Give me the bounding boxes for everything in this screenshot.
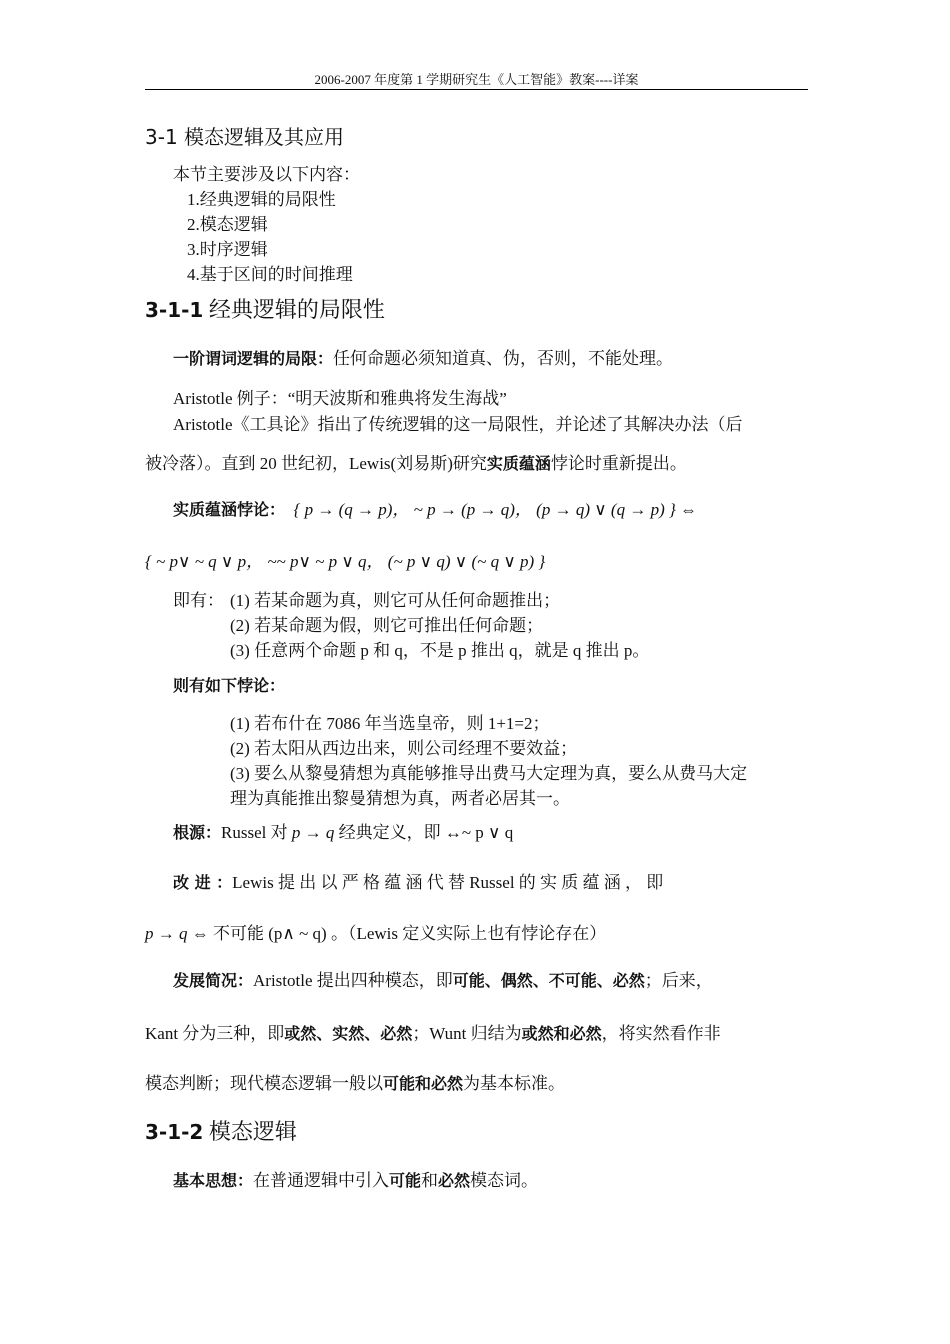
dev-label: 发展简况： (173, 971, 254, 990)
dev-line1-b: ；后来， (644, 971, 713, 990)
dev-line1-a: Aristotle 提出四种模态，即 (253, 971, 453, 990)
paradox-example-2: (2) 若太阳从西边出来，则公司经理不要效益； (230, 739, 578, 758)
toc-item-1: 1.经典逻辑的局限性 (187, 190, 336, 209)
subsection-1-heading (145, 293, 385, 324)
basic-text-c: 模态词。 (470, 1171, 539, 1190)
improvement-line-1 (173, 871, 805, 895)
dev-line2-a: Kant 分为三种，即 (145, 1024, 285, 1043)
section-title: 3-1 模态逻辑及其应用 (145, 125, 345, 149)
improve-text-2: 不可能 (p∧ ~ q) 。（Lewis 定义实际上也有悖论存在） (208, 924, 607, 943)
basic-bold-1: 可能 (389, 1171, 422, 1190)
subsection-1-number: 3-1-1 (145, 298, 204, 322)
subsection-1-title: 经典逻辑的局限性 (203, 297, 385, 322)
root-formula: p → q (291, 823, 335, 842)
organon-text-b: 悖论时重新提出。 (550, 454, 687, 473)
root-label: 根源： (173, 823, 222, 842)
aristotle-example: Aristotle 例子：“明天波斯和雅典将发生海战” (173, 389, 507, 408)
improve-text-1: Lewis 提 出 以 严 格 蕴 涵 代 替 Russel 的 实 质 蕴 涵 ， 即 (232, 873, 664, 892)
fol-limit-text: 任何命题必须知道真、伪，否则，不能处理。 (333, 349, 674, 368)
organon-text-a: 被冷落）。直到 20 世纪初，Lewis(刘易斯)研究 (145, 454, 487, 473)
development-line-1 (173, 969, 713, 993)
then-paradox-label: 则有如下悖论： (173, 676, 286, 695)
toc-item-2: 2.模态逻辑 (187, 215, 268, 234)
dev-line2-c: ，将实然看作非 (601, 1024, 721, 1043)
basic-idea-paragraph (173, 1169, 538, 1193)
root-cause-paragraph (173, 821, 513, 845)
improve-formula: p → q ⇔ (145, 924, 209, 943)
fol-limit-label: 一阶谓词逻辑的局限： (173, 349, 334, 368)
dev-line3-bold: 可能和必然 (383, 1074, 464, 1093)
paradox-label: 实质蕴涵悖论： (173, 500, 286, 519)
aristotle-organon-line2 (145, 452, 687, 476)
implies-item-1: (1) 若某命题为真，则它可从任何命题推出； (230, 591, 561, 610)
paradox-formula-1: { p → (q → p)， ~ p → (p → q)， (p → q) ∨ (q → p) } ⇔ (293, 500, 698, 519)
page-header: 2006-2007 年度第 1 学期研究生《人工智能》教案----详案 (314, 72, 639, 87)
dev-line2-bold1: 或然、实然、必然 (284, 1024, 413, 1043)
basic-bold-2: 必然 (438, 1171, 471, 1190)
paradox-example-3-line2: 理为真能推出黎曼猜想为真，两者必居其一。 (230, 789, 570, 808)
dev-line1-bold: 可能、偶然、不可能、必然 (452, 971, 645, 990)
dev-line2-bold2: 或然和必然 (521, 1024, 602, 1043)
improve-label: 改 进 ： (173, 873, 233, 892)
root-text-a: Russel 对 (221, 823, 292, 842)
development-line-2 (145, 1022, 721, 1046)
organon-text-bold: 实质蕴涵 (486, 454, 551, 473)
dev-line3-b: 为基本标准。 (463, 1074, 566, 1093)
fol-limit-paragraph (173, 347, 673, 371)
subsection-2-heading (145, 1115, 297, 1146)
basic-text-b: 和 (421, 1171, 439, 1190)
implies-prefix: 即有： (173, 591, 224, 610)
section-intro: 本节主要涉及以下内容： (173, 165, 360, 184)
subsection-2-number: 3-1-2 (145, 1120, 204, 1144)
toc-item-4: 4.基于区间的时间推理 (187, 265, 353, 284)
dev-line2-b: ；Wunt 归结为 (412, 1024, 522, 1043)
root-text-b: 经典定义，即 ↔~ p ∨ q (334, 823, 514, 842)
basic-text-a: 在普通逻辑中引入 (253, 1171, 390, 1190)
paradox-formula-2: { ~ p∨ ~ q ∨ p， ~~ p∨ ~ p ∨ q， (~ p ∨ q) ∨ (~ q ∨ p) } (145, 552, 546, 571)
paradox-example-1: (1) 若布什在 7086 年当选皇帝，则 1+1=2； (230, 714, 550, 733)
development-line-3 (145, 1072, 565, 1096)
basic-label: 基本思想： (173, 1171, 254, 1190)
subsection-2-title: 模态逻辑 (203, 1119, 297, 1144)
paradox-example-3-line1: (3) 要么从黎曼猜想为真能够推导出费马大定理为真，要么从费马大定 (230, 764, 748, 783)
dev-line3-a: 模态判断；现代模态逻辑一般以 (145, 1074, 383, 1093)
implies-item-2: (2) 若某命题为假，则它可推出任何命题； (230, 616, 544, 635)
paradox-definition (173, 498, 697, 522)
header-rule (145, 89, 808, 90)
toc-item-3: 3.时序逻辑 (187, 240, 268, 259)
implies-item-3: (3) 任意两个命题 p 和 q，不是 p 推出 q，就是 q 推出 p。 (230, 641, 650, 660)
aristotle-organon-line1: Aristotle《工具论》指出了传统逻辑的这一局限性，并论述了其解决办法（后 (173, 415, 743, 434)
improvement-line-2 (145, 922, 606, 946)
